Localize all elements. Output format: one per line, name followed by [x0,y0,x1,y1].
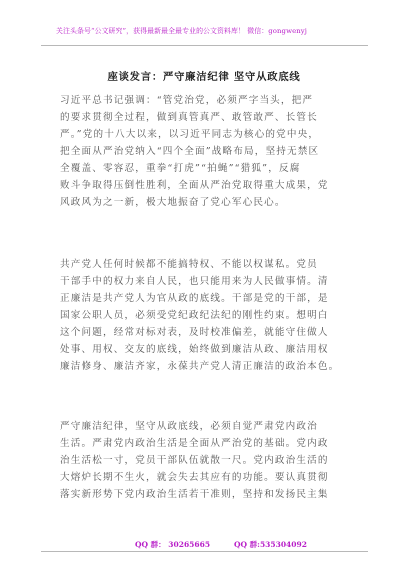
document-title: 座谈发言：严守廉洁纪律 坚守从政底线 [107,71,301,83]
footer-divider [41,551,368,552]
paragraph-line: 国家公职人员，必须受党纪政纪法纪的刚性约束。想明白 [60,310,329,321]
paragraph-3 [60,418,356,503]
paragraph-1 [60,92,356,211]
paragraph-line: 大熔炉长期不生火，就会失去其应有的功能。要认真贯彻 [60,472,329,483]
paragraph-2 [60,256,356,375]
paragraph-line: 这个问题，经常对标对表，及时校准偏差，就能守住做人 [60,327,329,338]
paragraph-line: 严。”党的十八大以来，以习近平同志为核心的党中央， [60,129,320,140]
header-promo-text: 关注头条号“公文研究”，获得最新最全最专业的公文资料库！ 微信：gongwenyj [56,27,308,35]
paragraph-line: 处事、用权、交友的底线，始终做到廉洁从政、廉洁用权 [60,344,329,355]
paragraph-line: 廉洁修身、廉洁齐家，永葆共产党人清正廉洁的政治本色。 [60,361,340,372]
paragraph-line: 风政风为之一新，极大地振奋了党心军心民心。 [60,197,286,208]
paragraph-line: 干部手中的权力来自人民，也只能用来为人民做事情。清 [60,276,329,287]
paragraph-line: 正廉洁是共产党人为官从政的底线。干部是党的干部，是 [60,293,329,304]
paragraph-line: 习近平总书记强调：“管党治党，必须严字当头，把严 [60,95,314,106]
footer-qq-group-right: QQ 群:535304092 [234,540,307,549]
paragraph-line: 严守廉洁纪律，坚守从政底线，必须自觉严肃党内政治 [60,421,318,432]
paragraph-line: 的要求贯彻全过程，做到真管真严、敢管敢严、长管长 [60,112,318,123]
footer-qq-group-left: QQ 群： 30265665 [135,540,211,549]
paragraph-line: 生活。严肃党内政治生活是全面从严治党的基础。党内政 [60,438,329,449]
paragraph-line: 落实新形势下党内政治生活若干准则，坚持和发扬民主集 [60,489,329,500]
paragraph-line: 治生活松一寸，党员干部队伍就散一尺。党内政治生活的 [60,455,329,466]
paragraph-line: 共产党人任何时候都不能搞特权、不能以权谋私。党员 [60,259,318,270]
paragraph-line: 败斗争取得压倒性胜利，全面从严治党取得重大成果，党 [60,180,329,191]
footer-contact [0,539,408,551]
header-divider [41,45,368,46]
paragraph-line: 全覆盖、零容忍，重拳“打虎”“拍蝇”“猎狐”，反腐 [60,163,301,174]
paragraph-line: 把全面从严治党纳入“四个全面”战略布局，坚持无禁区 [60,146,320,157]
